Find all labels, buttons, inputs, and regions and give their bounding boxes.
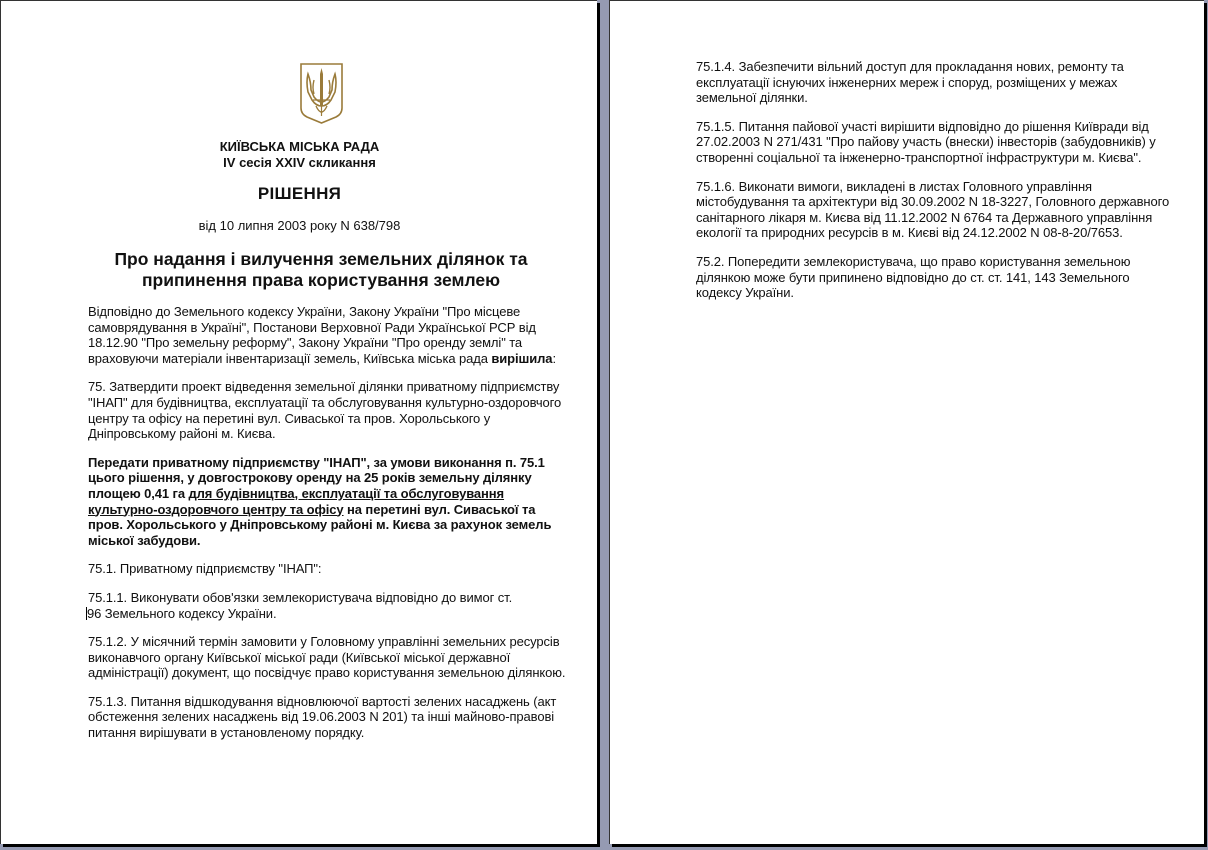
transfer-text-2: на перетині вул. Сиваської та пров. Хорольського у Дніпровському районі м. Києва за рахунок земель міської забудови. <box>88 501 552 548</box>
preamble-paragraph[interactable] <box>88 304 568 366</box>
item-75-paragraph[interactable]: 75. Затвердити проект відведення земельної ділянки приватному підприємству "ІНАП" для будівництва, експлуатації та обслуговування культурно-оздоровчого центру та офісу на перетині вул. Сиваської та пров. Хорольського у Дніпровському районі м. Києва. <box>88 379 562 442</box>
transfer-text-1: Передати приватному підприємству "ІНАП", за умови виконання п. 75.1 цього рішення, у довгострокову оренду на 25 років земельну ділянку площею 0,41 га <box>88 454 545 501</box>
item-75-1-4-paragraph[interactable]: 75.1.4. Забезпечити вільний доступ для прокладання нових, ремонту та експлуатації існуючих інженерних мереж і споруд, розміщених у межах земельної ділянки. <box>696 59 1124 106</box>
preamble-suffix: : <box>552 350 556 366</box>
document-page-2[interactable] <box>609 0 1204 844</box>
item-75-1-1-text-a: 75.1.1. Виконувати обов'язки землекористувача відповідно до вимог ст. <box>88 589 513 605</box>
item-75-1-1-text-b: 96 Земельного кодексу України. <box>87 605 277 621</box>
session-label: IV сесія XXIV скликання <box>223 154 376 170</box>
preamble-text: Відповідно до Земельного кодексу України, Закону України "Про місцеве самоврядування в Україні", Постанови Верховної Ради Української РСР від 18.12.90 "Про земельну реформу", Закону України "Про оренду землі" та враховуючи матеріали інвентаризації земель, Київська міська рада <box>88 304 536 366</box>
item-75-1-2-paragraph[interactable]: 75.1.2. У місячний термін замовити у Головному управлінні земельних ресурсів виконавчого органу Київської міської ради (Київської міської державної адміністрації) документ, що посвідчує право користування земельною ділянкою. <box>88 634 566 681</box>
decision-date-number: від 10 липня 2003 року N 638/798 <box>198 218 401 233</box>
ukraine-trident-coat-of-arms-icon <box>299 62 344 124</box>
item-75-1-3-paragraph[interactable]: 75.1.3. Питання відшкодування відновлюючої вартості зелених насаджень (акт обстеження зелених насаджень від 19.06.2003 N 201) та інші майново-правові питання вирішувати в установленому порядку. <box>88 693 557 741</box>
document-page-1[interactable] <box>0 0 597 844</box>
document-title-line-2: припинення права користування землею <box>141 270 501 290</box>
item-75-2-paragraph[interactable]: 75.2. Попередити землекористувача, що право користування земельною ділянкою може бути припинено відповідно до ст. ст. 141, 143 Земельного кодексу України. <box>696 253 1131 301</box>
item-75-1-paragraph[interactable]: 75.1. Приватному підприємству "ІНАП": <box>88 561 322 577</box>
page-1-body[interactable] <box>88 304 568 754</box>
preamble-resolved-word: вирішила <box>491 350 553 366</box>
council-name: КИЇВСЬКА МІСЬКА РАДА <box>219 139 380 154</box>
transfer-paragraph[interactable] <box>88 455 568 549</box>
document-title <box>61 249 581 291</box>
document-title-line-1: Про надання і вилучення земельних ділянок та <box>114 249 528 269</box>
page-2-body[interactable] <box>696 59 1174 314</box>
item-75-1-1-paragraph[interactable] <box>88 590 568 621</box>
transfer-purpose-underlined: для будівництва, експлуатації та обслуговування культурно-оздоровчого центру та офісу <box>88 485 505 517</box>
item-75-1-5-paragraph[interactable]: 75.1.5. Питання пайової участі вирішити відповідно до рішення Київради від 27.02.2003 N 271/431 "Про пайову участь (внески) інвесторів (забудовників) у створенні соціальної та інженерно-транспортної інфраструктури м. Києва". <box>696 118 1156 165</box>
item-75-1-6-paragraph[interactable]: 75.1.6. Виконати вимоги, викладені в листах Головного управління містобудування та архітектури від 30.09.2002 N 18-3227, Головного державного санітарного лікаря м. Києва від 11.12.2002 N 6764 та Державного управління екології та природних ресурсів в м. Києві від 24.12.2002 N 08-8-20/7653. <box>696 178 1170 241</box>
decision-header <box>1 139 598 233</box>
decision-label: РІШЕННЯ <box>257 184 342 203</box>
